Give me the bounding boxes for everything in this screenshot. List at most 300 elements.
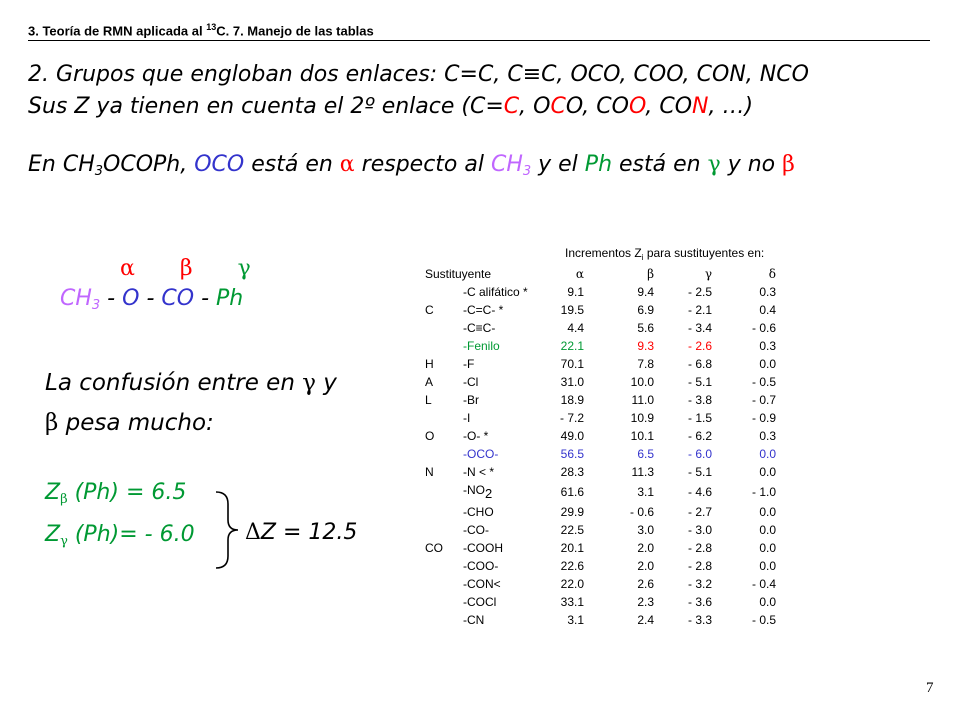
row-beta-cell [584, 373, 654, 391]
row-alpha-cell [551, 283, 584, 301]
row-gamma-cell-text: - 3.6 [687, 595, 712, 609]
row-alpha-cell-text: 49.0 [560, 429, 584, 443]
row-beta-cell [584, 337, 654, 355]
line3-t5: y el [531, 152, 585, 177]
row-gamma-cell [654, 301, 712, 319]
line3-t3: está en [244, 152, 340, 177]
row-group-cell [425, 611, 463, 629]
table-title-post: para sustituyentes en: [643, 246, 765, 260]
row-delta-cell-text: 0.3 [759, 339, 776, 353]
table-row [425, 337, 776, 355]
row-substituent-cell-text: -Cl [463, 375, 479, 389]
row-group-cell-text: C [425, 303, 434, 317]
row-delta-cell [712, 539, 776, 557]
row-substituent-cell [463, 481, 551, 503]
row-delta-cell-text: 0.0 [759, 505, 776, 519]
row-alpha-cell-text: 28.3 [560, 465, 584, 479]
row-substituent-cell [463, 611, 551, 629]
increments-table [425, 265, 776, 629]
row-gamma-cell [654, 611, 712, 629]
row-substituent-cell-text: -C alifático * [463, 285, 528, 299]
row-beta-cell-text: 6.9 [637, 303, 654, 317]
line2-t4: , CO [645, 94, 693, 119]
row-beta-cell [584, 521, 654, 539]
line3-ph: Ph [584, 152, 613, 177]
structure-formula [60, 286, 243, 313]
row-delta-cell-text: - 0.4 [751, 577, 776, 591]
confusion-line-1 [45, 370, 337, 396]
row-group-cell-text: O [425, 429, 435, 443]
row-delta-cell-text: - 0.9 [751, 411, 776, 425]
line2-t3: O, CO [565, 94, 629, 119]
row-group-cell [425, 427, 463, 445]
page-number: 7 [926, 680, 934, 696]
row-gamma-cell [654, 521, 712, 539]
row-beta-cell-text: 10.9 [630, 411, 654, 425]
table-row [425, 283, 776, 301]
table-header-row [425, 265, 776, 283]
row-beta-cell-text: 10.1 [630, 429, 654, 443]
row-alpha-cell-text: 20.1 [560, 541, 584, 555]
row-delta-cell [712, 301, 776, 319]
delta-z-rest: Z = 12.5 [260, 520, 358, 545]
row-substituent-cell-text: -COOH [463, 541, 503, 555]
row-substituent-cell-text: -OCO- [463, 447, 499, 461]
row-delta-cell-text: 0.0 [759, 357, 776, 371]
row-gamma-cell [654, 593, 712, 611]
confusion-gamma: γ [302, 370, 316, 396]
row-gamma-cell-text: - 2.5 [687, 285, 712, 299]
row-beta-cell [584, 557, 654, 575]
row-beta-cell [584, 283, 654, 301]
row-gamma-cell-text: - 3.0 [687, 523, 712, 537]
row-substituent-cell [463, 557, 551, 575]
row-delta-cell [712, 575, 776, 593]
line3-ch: CH [490, 152, 523, 177]
row-beta-cell-text: 11.3 [631, 465, 654, 479]
row-substituent-cell [463, 521, 551, 539]
row-substituent-cell-text: -N < * [463, 465, 495, 479]
row-substituent-cell-text: -I [463, 411, 471, 425]
row-delta-cell [712, 391, 776, 409]
table-header-delta: δ [768, 267, 776, 281]
heading-line-1: 2. Grupos que engloban dos enlaces: C=C, C≡C, OCO, COO, CON, NCO [28, 62, 809, 87]
row-delta-cell-text: 0.0 [759, 559, 776, 573]
confusion-l1a: La confusión entre en [45, 370, 303, 396]
row-group-cell [425, 481, 463, 503]
row-delta-cell-text: - 0.5 [751, 375, 776, 389]
row-beta-cell [584, 427, 654, 445]
row-beta-cell-text: - 0.6 [629, 505, 654, 519]
row-alpha-cell [551, 611, 584, 629]
section-header [28, 22, 374, 38]
header-post: C. 7. Manejo de las tablas [216, 23, 374, 39]
line3-alpha: α [339, 152, 355, 177]
row-gamma-cell-text: - 3.3 [687, 613, 712, 627]
row-gamma-cell [654, 337, 712, 355]
row-beta-cell [584, 539, 654, 557]
row-substituent-cell-text: -Br [463, 393, 479, 407]
row-beta-cell-text: 3.0 [637, 523, 654, 537]
row-gamma-cell [654, 355, 712, 373]
row-delta-cell-text: - 0.6 [751, 321, 776, 335]
row-gamma-cell [654, 391, 712, 409]
row-beta-cell [584, 355, 654, 373]
row-substituent-cell-text: -NO [463, 483, 485, 497]
row-substituent-cell [463, 355, 551, 373]
line3-t2: OCOPh, [103, 152, 195, 177]
line2-t1: Sus Z ya tienen en cuenta el 2º enlace (C= [28, 94, 504, 119]
row-beta-cell-text: 11.0 [631, 393, 654, 407]
table-row [425, 463, 776, 481]
row-alpha-cell-text: 61.6 [560, 485, 584, 499]
row-group-cell [425, 283, 463, 301]
row-gamma-cell [654, 539, 712, 557]
row-gamma-cell [654, 319, 712, 337]
row-group-cell-text: H [425, 357, 434, 371]
row-beta-cell-text: 2.0 [637, 559, 654, 573]
row-group-cell [425, 593, 463, 611]
row-beta-cell-text: 10.0 [630, 375, 654, 389]
row-delta-cell [712, 283, 776, 301]
row-alpha-cell-text: 33.1 [560, 595, 584, 609]
row-substituent-cell [463, 503, 551, 521]
row-substituent-cell [463, 319, 551, 337]
row-gamma-cell [654, 481, 712, 503]
row-beta-cell [584, 481, 654, 503]
structure-ph: Ph [216, 286, 244, 311]
table-header-alpha: α [575, 267, 584, 281]
row-group-cell [425, 557, 463, 575]
row-gamma-cell-text: - 4.6 [687, 485, 712, 499]
structure-beta: β [179, 256, 193, 281]
table-row [425, 539, 776, 557]
line2-t2: , O [519, 94, 551, 119]
row-group-cell [425, 539, 463, 557]
structure-alpha: α [120, 256, 135, 281]
structure-sep-3: - [194, 286, 217, 311]
header-rule [28, 40, 930, 41]
table-row [425, 521, 776, 539]
row-delta-cell-text: 0.0 [759, 541, 776, 555]
table-header-label: Sustituyente [425, 267, 492, 281]
row-delta-cell [712, 373, 776, 391]
line3-t4: respecto al [354, 152, 491, 177]
row-gamma-cell-text: - 1.5 [687, 411, 712, 425]
confusion-beta: β [45, 410, 59, 436]
row-delta-cell [712, 409, 776, 427]
row-alpha-cell [551, 391, 584, 409]
confusion-line-2 [45, 410, 214, 436]
row-substituent-cell-text: -Fenilo [463, 339, 500, 353]
table-row [425, 503, 776, 521]
row-gamma-cell [654, 503, 712, 521]
structure-ch: CH [60, 286, 92, 311]
row-group-cell-text: N [425, 465, 434, 479]
row-substituent-cell-text: -COCl [463, 595, 497, 609]
row-delta-cell [712, 445, 776, 463]
table-row [425, 391, 776, 409]
table-title-pre: Incrementos Z [565, 246, 642, 260]
table-row [425, 319, 776, 337]
structure-o: O [122, 286, 140, 311]
row-beta-cell [584, 409, 654, 427]
row-group-cell [425, 445, 463, 463]
z1-z: Z [45, 480, 61, 505]
row-substituent-cell-text: -O- * [463, 429, 489, 443]
confusion-l1b: y [315, 370, 337, 396]
row-alpha-cell-text: 22.6 [560, 559, 584, 573]
table-row [425, 355, 776, 373]
row-substituent-cell-text: -C=C- * [463, 303, 504, 317]
row-substituent-cell-text: -CO- [463, 523, 489, 537]
right-brace-icon [212, 490, 242, 570]
substituent-subscript: 2 [485, 486, 493, 501]
table-title [565, 246, 764, 262]
row-substituent-cell-text: -CN [463, 613, 485, 627]
row-delta-cell [712, 557, 776, 575]
table-row [425, 301, 776, 319]
row-delta-cell-text: 0.0 [759, 523, 776, 537]
row-alpha-cell [551, 503, 584, 521]
heading-line-3 [28, 152, 795, 179]
row-substituent-cell-text: -CON< [463, 577, 501, 591]
row-group-cell [425, 301, 463, 319]
row-beta-cell-text: 2.4 [637, 613, 654, 627]
row-beta-cell [584, 319, 654, 337]
row-beta-cell-text: 2.6 [637, 577, 654, 591]
row-beta-cell-text: 5.6 [637, 321, 654, 335]
row-alpha-cell-text: 22.1 [560, 339, 584, 353]
row-beta-cell [584, 611, 654, 629]
row-delta-cell-text: 0.0 [759, 465, 776, 479]
row-group-cell [425, 319, 463, 337]
row-alpha-cell-text: 29.9 [560, 505, 584, 519]
row-substituent-cell-text: -F [463, 357, 475, 371]
row-gamma-cell-text: - 2.7 [687, 505, 712, 519]
row-group-cell [425, 391, 463, 409]
row-gamma-cell-text: - 5.1 [687, 375, 712, 389]
structure-greek-row [120, 256, 251, 281]
row-gamma-cell-text: - 2.8 [687, 541, 712, 555]
table-row [425, 611, 776, 629]
row-gamma-cell [654, 557, 712, 575]
row-delta-cell [712, 355, 776, 373]
row-beta-cell [584, 445, 654, 463]
row-gamma-cell-text: - 3.2 [687, 577, 712, 591]
row-alpha-cell-text: 18.9 [560, 393, 584, 407]
row-alpha-cell [551, 355, 584, 373]
row-gamma-cell-text: - 3.8 [687, 393, 712, 407]
row-delta-cell [712, 319, 776, 337]
row-alpha-cell-text: 56.5 [560, 447, 584, 461]
row-alpha-cell-text: 22.5 [560, 523, 584, 537]
line3-sub2: 3 [522, 164, 532, 179]
row-group-cell [425, 463, 463, 481]
row-substituent-cell [463, 301, 551, 319]
z-beta-line [45, 480, 186, 507]
row-alpha-cell [551, 521, 584, 539]
row-alpha-cell [551, 575, 584, 593]
structure-sep-1: - [100, 286, 123, 311]
row-beta-cell-text: 6.5 [637, 447, 654, 461]
row-beta-cell-text: 9.4 [637, 285, 654, 299]
row-alpha-cell [551, 427, 584, 445]
row-delta-cell [712, 463, 776, 481]
row-substituent-cell [463, 373, 551, 391]
row-alpha-cell-text: 9.1 [567, 285, 584, 299]
table-row [425, 557, 776, 575]
row-gamma-cell-text: - 6.8 [687, 357, 712, 371]
row-delta-cell [712, 593, 776, 611]
row-group-cell-text: CO [425, 541, 443, 555]
z2-z: Z [45, 522, 61, 547]
row-delta-cell [712, 611, 776, 629]
row-alpha-cell [551, 445, 584, 463]
structure-sub: 3 [91, 298, 101, 313]
row-substituent-cell [463, 337, 551, 355]
row-delta-cell-text: 0.3 [759, 285, 776, 299]
row-alpha-cell-text: 19.5 [560, 303, 584, 317]
line2-t5: , …) [708, 94, 754, 119]
row-substituent-cell [463, 427, 551, 445]
row-delta-cell [712, 503, 776, 521]
line3-gamma: γ [707, 152, 721, 177]
row-alpha-cell-text: 4.4 [567, 321, 584, 335]
row-beta-cell-text: 2.0 [637, 541, 654, 555]
z-gamma-line [45, 522, 195, 549]
row-alpha-cell-text: 31.0 [560, 375, 584, 389]
row-gamma-cell-text: - 6.0 [687, 447, 712, 461]
row-delta-cell-text: - 0.7 [751, 393, 776, 407]
structure-sep-2: - [139, 286, 162, 311]
line3-t6: está en [612, 152, 708, 177]
row-beta-cell-text: 2.3 [637, 595, 654, 609]
row-alpha-cell [551, 593, 584, 611]
row-group-cell-text: L [425, 393, 432, 407]
row-alpha-cell [551, 539, 584, 557]
table-header-gamma: γ [704, 267, 712, 281]
row-beta-cell [584, 463, 654, 481]
z1-rest: (Ph) = 6.5 [67, 480, 187, 505]
row-gamma-cell-text: - 2.8 [687, 559, 712, 573]
row-group-cell [425, 373, 463, 391]
table-row [425, 593, 776, 611]
row-substituent-cell [463, 445, 551, 463]
delta-z-line [245, 520, 357, 545]
z2-gamma: γ [60, 534, 68, 549]
line3-sub1: 3 [94, 164, 104, 179]
table-row [425, 481, 776, 503]
row-substituent-cell [463, 283, 551, 301]
row-alpha-cell [551, 337, 584, 355]
row-delta-cell [712, 481, 776, 503]
row-gamma-cell-text: - 2.6 [687, 339, 712, 353]
row-beta-cell-text: 7.8 [637, 357, 654, 371]
row-alpha-cell [551, 463, 584, 481]
row-gamma-cell-text: - 5.1 [687, 465, 712, 479]
line3-t7: y no [720, 152, 783, 177]
row-substituent-cell-text: -CHO [463, 505, 494, 519]
header-pre: 3. Teoría de RMN aplicada al [28, 23, 207, 39]
row-alpha-cell-text: - 7.2 [559, 411, 584, 425]
row-group-cell [425, 355, 463, 373]
table-title-sub: i [641, 253, 644, 262]
row-gamma-cell [654, 283, 712, 301]
row-substituent-cell [463, 463, 551, 481]
row-beta-cell [584, 593, 654, 611]
row-delta-cell [712, 337, 776, 355]
row-alpha-cell [551, 301, 584, 319]
table-row [425, 427, 776, 445]
table-row [425, 445, 776, 463]
row-substituent-cell [463, 593, 551, 611]
table-row [425, 373, 776, 391]
row-gamma-cell [654, 373, 712, 391]
row-delta-cell [712, 427, 776, 445]
row-substituent-cell [463, 409, 551, 427]
row-gamma-cell [654, 427, 712, 445]
line3-oco: OCO [194, 152, 245, 177]
row-group-cell [425, 337, 463, 355]
table-header-beta: β [647, 267, 654, 281]
row-gamma-cell [654, 463, 712, 481]
line3-t1: En CH [28, 152, 95, 177]
row-alpha-cell-text: 22.0 [560, 577, 584, 591]
row-delta-cell [712, 521, 776, 539]
row-gamma-cell-text: - 2.1 [687, 303, 712, 317]
row-delta-cell-text: 0.0 [759, 447, 776, 461]
row-gamma-cell-text: - 6.2 [687, 429, 712, 443]
row-delta-cell-text: 0.3 [759, 429, 776, 443]
table-row [425, 575, 776, 593]
line2-h2: C [550, 94, 566, 119]
line3-beta: β [782, 152, 795, 177]
row-gamma-cell [654, 445, 712, 463]
structure-gamma: γ [237, 256, 251, 281]
row-delta-cell-text: - 0.5 [751, 613, 776, 627]
table-row [425, 409, 776, 427]
z2-rest: (Ph)= - 6.0 [67, 522, 195, 547]
delta-symbol: Δ [245, 520, 261, 545]
row-beta-cell-text: 9.3 [637, 339, 654, 353]
row-beta-cell [584, 391, 654, 409]
row-alpha-cell [551, 373, 584, 391]
row-substituent-cell [463, 539, 551, 557]
row-beta-cell [584, 503, 654, 521]
row-substituent-cell-text: -COO- [463, 559, 499, 573]
header-sup: 13 [206, 22, 217, 32]
structure-co: CO [161, 286, 195, 311]
row-group-cell [425, 521, 463, 539]
row-alpha-cell [551, 319, 584, 337]
heading-line-2 [28, 94, 753, 119]
row-alpha-cell [551, 557, 584, 575]
line2-h4: N [692, 94, 709, 119]
row-delta-cell-text: 0.0 [759, 595, 776, 609]
row-beta-cell [584, 575, 654, 593]
row-gamma-cell-text: - 3.4 [687, 321, 712, 335]
row-alpha-cell-text: 3.1 [567, 613, 584, 627]
row-alpha-cell [551, 481, 584, 503]
row-alpha-cell [551, 409, 584, 427]
z1-beta: β [60, 492, 68, 507]
row-gamma-cell [654, 575, 712, 593]
row-substituent-cell [463, 391, 551, 409]
row-beta-cell-text: 3.1 [637, 485, 654, 499]
row-substituent-cell-text: -C≡C- [463, 321, 496, 335]
row-delta-cell-text: - 1.0 [751, 485, 776, 499]
